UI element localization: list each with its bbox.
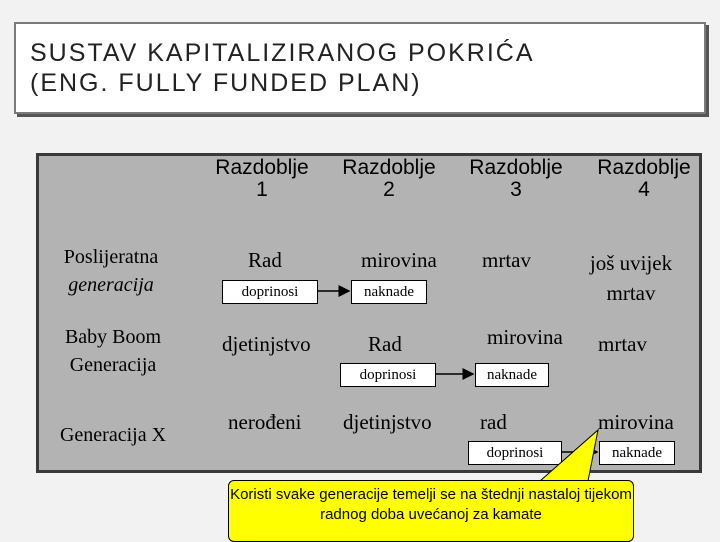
cell-row2-period3: mirovina <box>487 325 563 349</box>
cell-row3-period2: djetinjstvo <box>343 410 432 434</box>
header-num: 1 <box>256 178 268 201</box>
title-line-1: SUSTAV KAPITALIZIRANOG POKRIĆA <box>30 39 535 67</box>
box-row2-contributions: doprinosi <box>340 363 436 387</box>
header-num: 3 <box>510 178 522 201</box>
generation-name: Poslijeratna <box>63 246 159 268</box>
header-word: Razdoblje <box>215 156 309 179</box>
header-num: 2 <box>383 178 395 201</box>
header-num: 4 <box>638 178 650 201</box>
cell-row2-period1: djetinjstvo <box>222 332 311 356</box>
cell-row3-period4: mirovina <box>598 410 674 434</box>
generation-suffix: Generacija <box>69 354 157 376</box>
box-row2-benefits: naknade <box>475 363 549 387</box>
callout-note: Koristi svake generacije temelji se na štednji nastaloj tijekom radnog doba uvećanoj za kamate <box>228 480 634 542</box>
header-word: Razdoblje <box>469 156 563 179</box>
cell-row1-period3: mrtav <box>482 248 531 272</box>
box-row1-contributions: doprinosi <box>222 280 318 304</box>
generation-name: Baby Boom <box>64 326 162 348</box>
generation-suffix: generacija <box>68 274 154 296</box>
generation-name: Generacija X <box>59 424 167 446</box>
cell-text: mrtav <box>606 281 656 305</box>
box-row1-benefits: naknade <box>351 280 427 304</box>
box-row3-contributions: doprinosi <box>468 441 562 465</box>
callout-pointer <box>540 430 598 481</box>
cell-row1-period1: Rad <box>248 248 282 272</box>
box-row3-benefits: naknade <box>599 441 675 465</box>
header-word: Razdoblje <box>597 156 691 179</box>
cell-row1-period2: mirovina <box>361 248 437 272</box>
cell-row3-period1: nerođeni <box>228 410 302 434</box>
title-line-2: (ENG. FULLY FUNDED PLAN) <box>30 69 422 97</box>
cell-row2-period2: Rad <box>368 332 402 356</box>
cell-row3-period3: rad <box>480 410 507 434</box>
cell-text: još uvijek <box>589 251 673 275</box>
cell-row2-period4: mrtav <box>598 332 647 356</box>
header-word: Razdoblje <box>342 156 436 179</box>
